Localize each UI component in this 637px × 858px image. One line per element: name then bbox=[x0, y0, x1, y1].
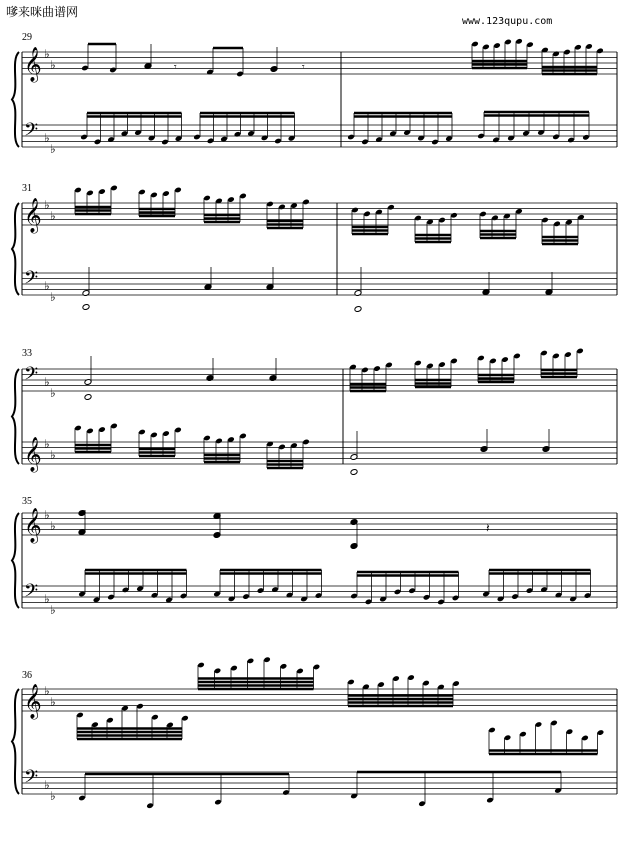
notehead bbox=[82, 304, 90, 311]
brace bbox=[12, 689, 19, 794]
bass-clef-icon: 𝄢 bbox=[24, 581, 39, 606]
flat-icon: ♭ bbox=[44, 592, 50, 606]
flat-icon: ♭ bbox=[50, 603, 56, 617]
flat-icon: ♭ bbox=[44, 437, 50, 451]
site-name: 嗲来咪曲谱网 bbox=[6, 5, 79, 19]
measure-number: 35 bbox=[22, 496, 32, 507]
flat-icon: ♭ bbox=[44, 279, 50, 293]
flat-icon: ♭ bbox=[44, 131, 50, 145]
brace bbox=[12, 203, 19, 295]
flat-icon: ♭ bbox=[50, 789, 56, 803]
flat-icon: ♭ bbox=[44, 47, 50, 61]
treble-clef-icon: 𝄞 bbox=[24, 684, 42, 719]
flat-icon: ♭ bbox=[44, 375, 50, 389]
flat-icon: ♭ bbox=[50, 448, 56, 462]
flat-icon: ♭ bbox=[50, 58, 56, 72]
flat-icon: ♭ bbox=[44, 198, 50, 212]
site-url: www.123qupu.com bbox=[462, 16, 553, 27]
bass-clef-icon: 𝄢 bbox=[24, 120, 39, 145]
measure-number: 29 bbox=[22, 32, 32, 43]
notehead bbox=[354, 306, 362, 313]
bass-clef-icon: 𝄢 bbox=[24, 268, 39, 293]
treble-clef-icon: 𝄞 bbox=[24, 198, 42, 233]
notehead bbox=[84, 394, 92, 401]
flat-icon: ♭ bbox=[50, 209, 56, 223]
bass-clef-icon: 𝄢 bbox=[24, 364, 39, 389]
measure-number: 31 bbox=[22, 183, 32, 194]
measure-number: 36 bbox=[22, 670, 32, 681]
flat-icon: ♭ bbox=[50, 695, 56, 709]
flat-icon: ♭ bbox=[44, 684, 50, 698]
rest-icon: 𝄾 bbox=[302, 62, 305, 73]
flat-icon: ♭ bbox=[50, 142, 56, 156]
brace bbox=[12, 369, 19, 464]
flat-icon: ♭ bbox=[50, 290, 56, 304]
treble-clef-icon: 𝄞 bbox=[24, 47, 42, 82]
measure-number: 33 bbox=[22, 348, 32, 359]
brace bbox=[12, 52, 19, 147]
flat-icon: ♭ bbox=[44, 778, 50, 792]
rest-icon: 𝄾 bbox=[174, 62, 177, 73]
brace bbox=[12, 513, 19, 608]
notehead bbox=[350, 469, 358, 476]
treble-clef-icon: 𝄞 bbox=[24, 437, 42, 472]
flat-icon: ♭ bbox=[50, 386, 56, 400]
rest-icon: 𝄽 bbox=[486, 521, 490, 535]
treble-clef-icon: 𝄞 bbox=[24, 508, 42, 543]
bass-clef-icon: 𝄢 bbox=[24, 767, 39, 792]
flat-icon: ♭ bbox=[44, 508, 50, 522]
flat-icon: ♭ bbox=[50, 519, 56, 533]
